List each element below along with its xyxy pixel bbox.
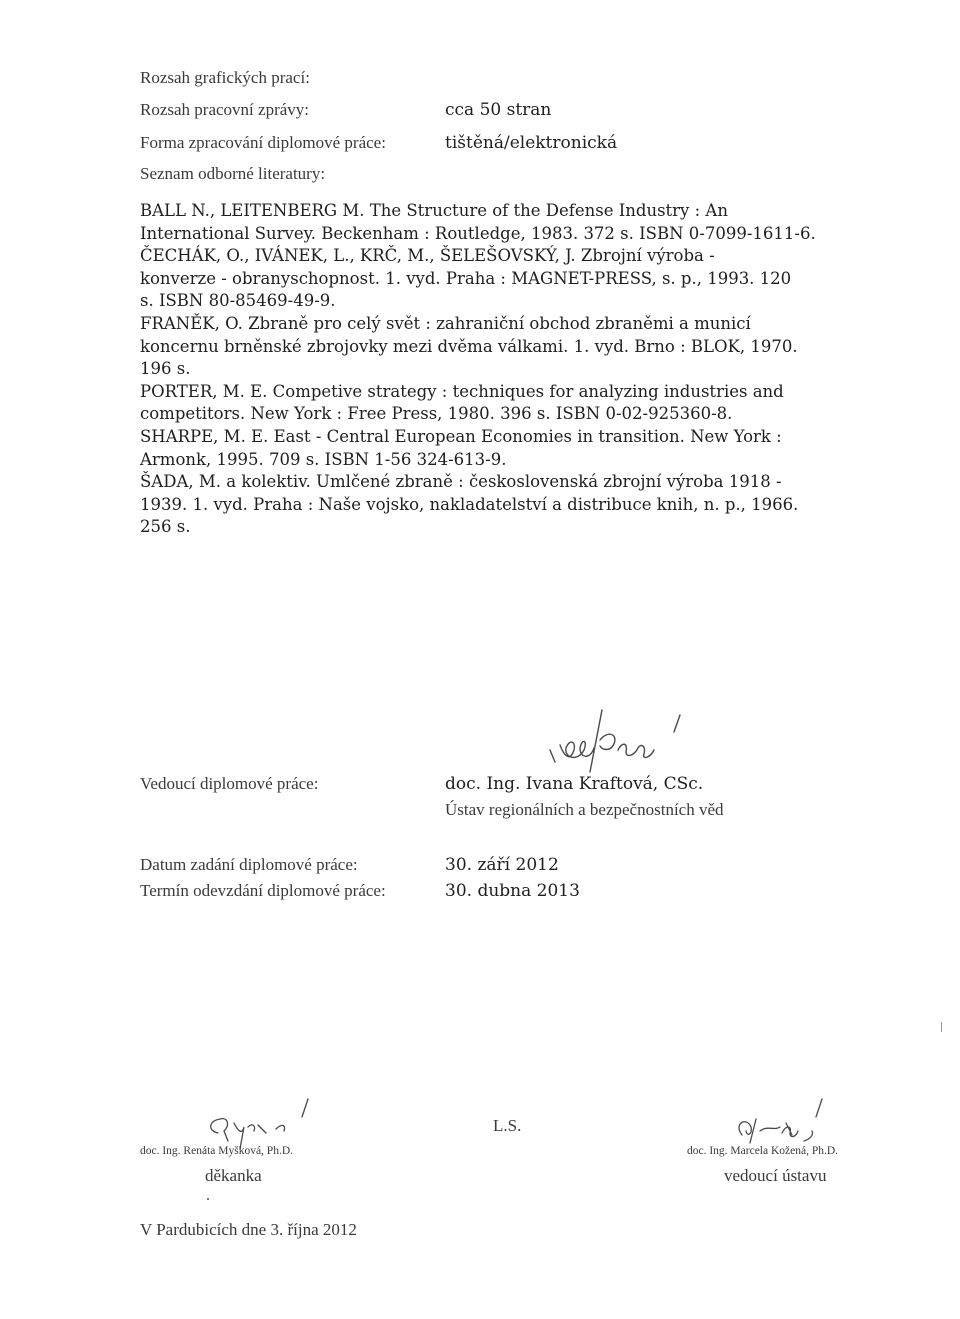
literature-line: 196 s. <box>140 359 191 379</box>
head-name: doc. Ing. Marcela Kožená, Ph.D. <box>687 1145 839 1157</box>
literature-line: PORTER, M. E. Competive strategy : techniques for analyzing industries and <box>140 381 784 401</box>
literature-line: FRANĚK, O. Zbraně pro celý svět : zahraniční obchod zbraněmi a municí <box>140 313 751 333</box>
scan-mark <box>941 1022 942 1032</box>
head-role: vedoucí ústavu <box>724 1166 827 1185</box>
field-label-report-scope: Rozsah pracovní zprávy: <box>140 100 309 119</box>
literature-line: koncernu brněnské zbrojovky mezi dvěma válkami. 1. vyd. Brno : BLOK, 1970. <box>140 336 798 356</box>
literature-line: 1939. 1. vyd. Praha : Naše vojsko, nakladatelství a distribuce knih, n. p., 1966. <box>140 494 799 514</box>
submission-date-label: Termín odevzdání diplomové práce: <box>140 881 386 900</box>
submission-date-value: 30. dubna 2013 <box>445 881 580 901</box>
dean-name: doc. Ing. Renáta Myšková, Ph.D. <box>140 1145 293 1157</box>
field-label-form: Forma zpracování diplomové práce: <box>140 133 386 152</box>
supervisor-name: doc. Ing. Ivana Kraftová, CSc. <box>445 774 704 794</box>
field-value-form: tištěná/elektronická <box>445 133 618 153</box>
literature-line: 256 s. <box>140 517 191 537</box>
literature-list <box>140 200 880 539</box>
field-value-report-scope: cca 50 stran <box>445 100 552 120</box>
assignment-date-value: 30. září 2012 <box>445 855 559 875</box>
seal-label: L.S. <box>493 1116 522 1135</box>
literature-line: Armonk, 1995. 709 s. ISBN 1-56 324-613-9. <box>140 449 507 469</box>
literature-line: SHARPE, M. E. East - Central European Economies in transition. New York : <box>140 426 782 446</box>
supervisor-signature <box>530 700 700 780</box>
literature-line: BALL N., LEITENBERG M. The Structure of the Defense Industry : An <box>140 201 728 220</box>
literature-line: International Survey. Beckenham : Routledge, 1983. 372 s. ISBN 0-7099-1611-6. <box>140 223 816 243</box>
place-date: V Pardubicích dne 3. října 2012 <box>140 1220 357 1239</box>
literature-line: ČECHÁK, O., IVÁNEK, L., KRČ, M., ŠELEŠOVSKÝ, J. Zbrojní výroba - <box>140 246 715 266</box>
literature-line: s. ISBN 80-85469-49-9. <box>140 291 336 311</box>
assignment-date-label: Datum zadání diplomové práce: <box>140 855 358 874</box>
supervisor-department: Ústav regionálních a bezpečnostních věd <box>445 800 724 819</box>
field-label-graphics: Rozsah grafických prací: <box>140 68 310 87</box>
field-label-literature: Seznam odborné literatury: <box>140 164 326 183</box>
supervisor-label: Vedoucí diplomové práce: <box>140 774 319 793</box>
literature-line: ŠADA, M. a kolektiv. Umlčené zbraně : československá zbrojní výroba 1918 - <box>140 472 782 492</box>
dean-role: děkanka <box>205 1166 262 1185</box>
scan-mark <box>207 1198 209 1200</box>
literature-line: konverze - obranyschopnost. 1. vyd. Praha : MAGNET-PRESS, s. p., 1993. 120 <box>140 268 792 288</box>
literature-line: competitors. New York : Free Press, 1980. 396 s. ISBN 0-02-925360-8. <box>140 404 733 424</box>
